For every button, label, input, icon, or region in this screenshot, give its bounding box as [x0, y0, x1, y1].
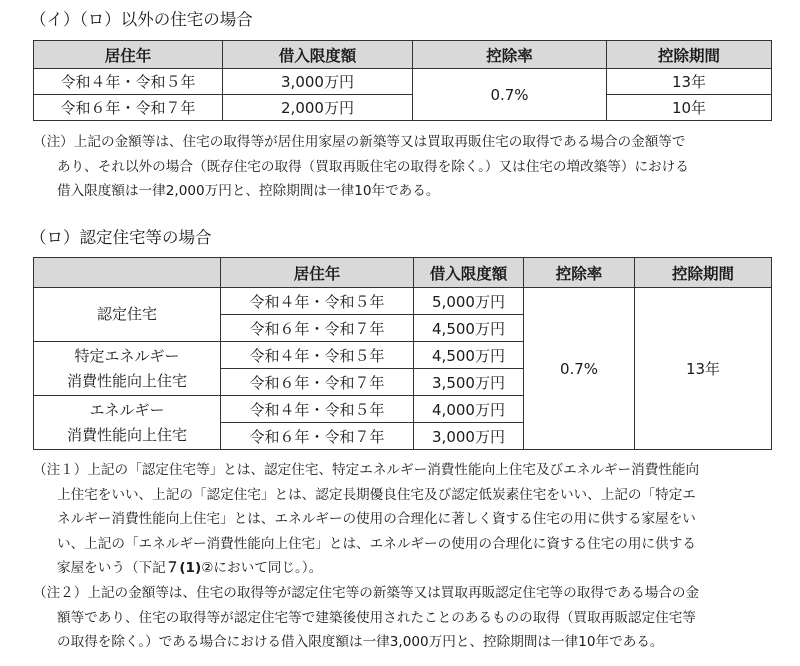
year-cell: 令和６年・令和７年	[221, 423, 414, 450]
category-line: 消費性能向上住宅	[66, 371, 187, 390]
table-certified-housing	[33, 257, 772, 450]
rate-cell: 0.7%	[413, 69, 607, 121]
section-ro-note1	[33, 458, 773, 581]
section-i-note	[33, 130, 773, 204]
note-line: 額等であり、住宅の取得等が認定住宅等で建築後使用されたことのあるものの取得（買取再販認定住宅等	[57, 609, 696, 626]
col-header-period: 控除期間	[635, 258, 772, 288]
category-cell	[34, 396, 221, 450]
note-line: 借入限度額は一律2,000万円と、控除期間は一律10年である。	[57, 183, 440, 200]
col-header-category	[34, 258, 221, 288]
period-cell: 13年	[635, 288, 772, 450]
limit-cell: 3,000万円	[414, 423, 524, 450]
year-cell: 令和４年・令和５年	[34, 69, 223, 95]
table-general-housing	[33, 40, 772, 121]
year-cell: 令和６年・令和７年	[221, 315, 414, 342]
limit-cell: 4,500万円	[414, 342, 524, 369]
year-cell: 令和４年・令和５年	[221, 288, 414, 315]
period-cell: 13年	[607, 69, 772, 95]
table-row	[34, 288, 772, 315]
category-line: エネルギー	[89, 400, 165, 419]
category-line: 特定エネルギー	[74, 346, 180, 365]
note-text: 家屋をいう（下記	[57, 560, 166, 577]
category-line: 消費性能向上住宅	[66, 425, 187, 444]
limit-cell: 3,500万円	[414, 369, 524, 396]
col-header-rate: 控除率	[524, 258, 635, 288]
note-line: い、上記の「エネルギー消費性能向上住宅」とは、エネルギーの使用の合理化に資する住宅の用に供する	[57, 535, 696, 552]
col-header-year: 居住年	[221, 258, 414, 288]
section-ro-note2	[33, 581, 773, 655]
note-line: 上住宅をいい、上記の「認定住宅」とは、認定長期優良住宅及び認定低炭素住宅をいい、上記の「特定エ	[57, 486, 696, 503]
table-row	[34, 95, 772, 121]
note-line: の取得を除く。）である場合における借入限度額は一律3,000万円と、控除期間は一律10年である。	[57, 634, 664, 651]
year-cell: 令和６年・令和７年	[34, 95, 223, 121]
note-line: （注１）上記の「認定住宅等」とは、認定住宅、特定エネルギー消費性能向上住宅及びエネルギー消費性能向	[33, 462, 700, 478]
section-reference: ７(1)	[165, 560, 202, 577]
limit-cell: 4,500万円	[414, 315, 524, 342]
note-line	[33, 556, 773, 581]
note-line: あり、それ以外の場合（既存住宅の取得（買取再販住宅の取得を除く。）又は住宅の増改築等）における	[57, 158, 689, 175]
table-row	[34, 69, 772, 95]
limit-cell: 4,000万円	[414, 396, 524, 423]
limit-cell: 3,000万円	[223, 69, 413, 95]
section-ro-heading: （ロ）認定住宅等の場合	[30, 228, 212, 247]
limit-cell: 2,000万円	[223, 95, 413, 121]
year-cell: 令和４年・令和５年	[221, 342, 414, 369]
note-line: （注２）上記の金額等は、住宅の取得等が認定住宅等の新築等又は買取再販認定住宅等の取得である場合の金	[33, 585, 700, 601]
section-i-heading: （イ）（ロ）以外の住宅の場合	[30, 10, 253, 29]
note-line: ネルギー消費性能向上住宅」とは、エネルギーの使用の合理化に著しく資する住宅の用に供する家屋をい	[57, 511, 696, 528]
note-line: （注）上記の金額等は、住宅の取得等が居住用家屋の新築等又は買取再販住宅の取得である場合の金額等で	[33, 134, 686, 150]
col-header-period: 控除期間	[607, 41, 772, 69]
col-header-limit: 借入限度額	[223, 41, 413, 69]
col-header-year: 居住年	[34, 41, 223, 69]
category-line: 認定住宅	[96, 305, 157, 323]
period-cell: 10年	[607, 95, 772, 121]
category-cell	[34, 288, 221, 342]
year-cell: 令和４年・令和５年	[221, 396, 414, 423]
col-header-rate: 控除率	[413, 41, 607, 69]
col-header-limit: 借入限度額	[414, 258, 524, 288]
rate-cell: 0.7%	[524, 288, 635, 450]
note-text: ②において同じ。）。	[201, 560, 323, 577]
limit-cell: 5,000万円	[414, 288, 524, 315]
category-cell	[34, 342, 221, 396]
year-cell: 令和６年・令和７年	[221, 369, 414, 396]
